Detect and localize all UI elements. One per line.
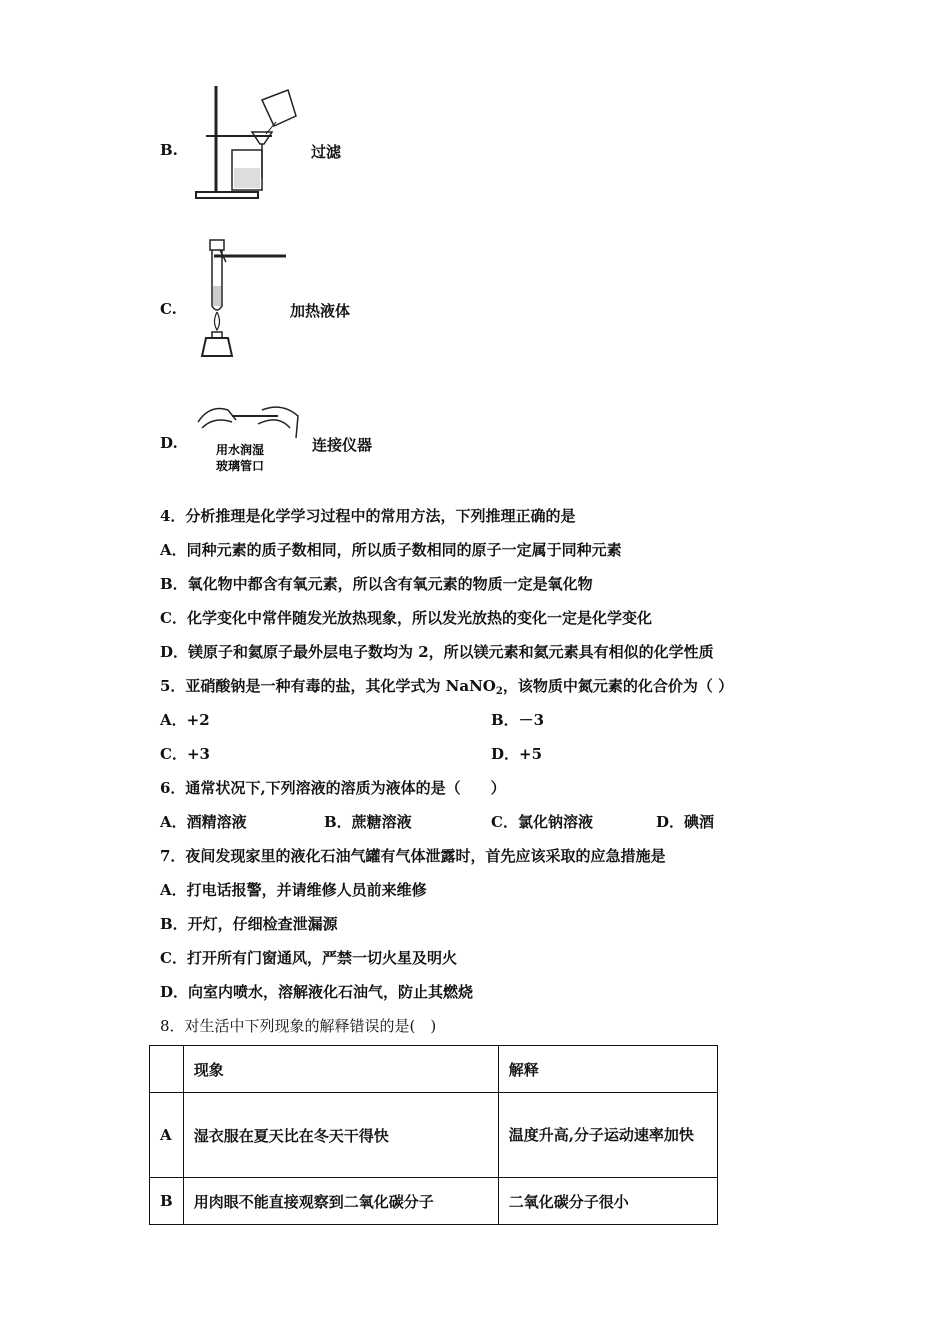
- option-letter-d: D.: [160, 434, 178, 452]
- table-cell: B: [150, 1178, 184, 1225]
- heating-liquid-figure: [192, 238, 292, 363]
- table-header-cell: 现象: [183, 1046, 498, 1093]
- q7-stem: 7．夜间发现家里的液化石油气罐有气体泄露时，首先应该采取的应急措施是: [160, 847, 666, 865]
- table-cell: 二氧化碳分子很小: [498, 1178, 717, 1225]
- q4-option-a: A．同种元素的质子数相同，所以质子数相同的原子一定属于同种元素: [160, 541, 622, 559]
- filtration-apparatus-figure: [192, 80, 302, 205]
- q8-table: [149, 1045, 718, 1225]
- q4-option-c: C．化学变化中常伴随发光放热现象，所以发光放热的变化一定是化学变化: [160, 609, 652, 627]
- caption-connecting: 连接仪器: [312, 436, 373, 454]
- table-cell: A: [150, 1093, 184, 1178]
- q6-stem: 6．通常状况下,下列溶液的溶质为液体的是（ ）: [160, 779, 506, 797]
- caption-filtration: 过滤: [311, 143, 342, 161]
- q5-option-c: C．+3: [160, 745, 210, 763]
- q6-option-c: C．氯化钠溶液: [491, 813, 593, 831]
- q8-stem: 8．对生活中下列现象的解释错误的是( ): [160, 1017, 437, 1035]
- connecting-apparatus-figure: [192, 398, 304, 476]
- q5-option-d: D．+5: [491, 745, 543, 763]
- table-cell: 温度升高,分子运动速率加快: [498, 1093, 717, 1178]
- figure-label-line1: 用水润湿: [216, 443, 265, 457]
- q5-option-b: B．－3: [491, 711, 545, 729]
- table-header-cell: 解释: [498, 1046, 717, 1093]
- q6-option-b: B．蔗糖溶液: [324, 813, 412, 831]
- q4-option-d: D．镁原子和氦原子最外层电子数均为 2，所以镁元素和氦元素具有相似的化学性质: [160, 643, 714, 661]
- q5-stem: 5．亚硝酸钠是一种有毒的盐，其化学式为 NaNO$_2$，该物质中氮元素的化合价为（ ）: [160, 677, 734, 697]
- q4-option-b: B．氧化物中都含有氧元素，所以含有氧元素的物质一定是氧化物: [160, 575, 593, 593]
- figure-label-line2: 玻璃管口: [216, 459, 265, 473]
- q6-option-a: A．酒精溶液: [160, 813, 247, 831]
- q7-option-a: A．打电话报警，并请维修人员前来维修: [160, 881, 427, 899]
- table-cell: 湿衣服在夏天比在冬天干得快: [183, 1093, 498, 1178]
- table-cell: 用肉眼不能直接观察到二氧化碳分子: [183, 1178, 498, 1225]
- q7-option-c: C．打开所有门窗通风，严禁一切火星及明火: [160, 949, 457, 967]
- q7-option-d: D．向室内喷水，溶解液化石油气，防止其燃烧: [160, 983, 474, 1001]
- q6-option-d: D．碘酒: [656, 813, 715, 831]
- caption-heating-liquid: 加热液体: [290, 302, 351, 320]
- q7-option-b: B．开灯，仔细检查泄漏源: [160, 915, 338, 933]
- option-letter-c: C.: [160, 300, 177, 318]
- table-row: [150, 1093, 718, 1178]
- q5-option-a: A．+2: [160, 711, 210, 729]
- table-header-row: [150, 1046, 718, 1093]
- q4-stem: 4．分析推理是化学学习过程中的常用方法，下列推理正确的是: [160, 507, 576, 525]
- option-letter-b: B.: [160, 141, 178, 159]
- table-header-cell: [150, 1046, 184, 1093]
- table-row: [150, 1178, 718, 1225]
